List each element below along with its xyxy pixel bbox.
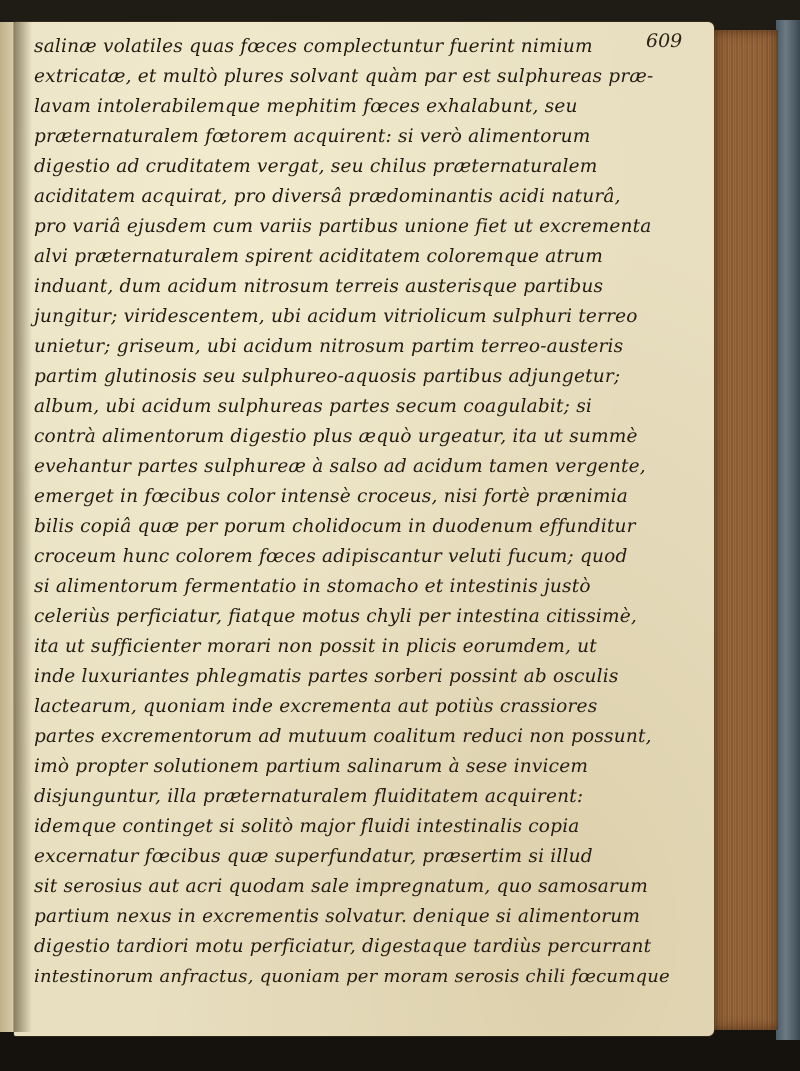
text-line: partium nexus in excrementis solvatur. denique si alimentorum [34, 906, 641, 927]
text-line: evehantur partes sulphureæ à salso ad acidum tamen vergente, [34, 456, 646, 477]
text-line: jungitur; viridescentem, ubi acidum vitriolicum sulphuri terreo [34, 306, 638, 327]
page-stack-fore-edge [714, 30, 778, 1030]
text-line: idemque continget si solitò major fluidi intestinalis copia [34, 816, 580, 837]
text-line: disjunguntur, illa præternaturalem fluiditatem acquirent: [34, 786, 584, 807]
text-line: contrà alimentorum digestio plus æquò urgeatur, ita ut summè [34, 426, 638, 447]
page-number: 609 [646, 30, 683, 52]
text-line: si alimentorum fermentatio in stomacho et intestinis justò [34, 576, 591, 597]
text-line: præternaturalem fœtorem acquirent: si verò alimentorum [34, 126, 591, 147]
text-line: album, ubi acidum sulphureas partes secum coagulabit; si [34, 396, 593, 417]
text-line: partim glutinosis seu sulphureo-aquosis partibus adjungetur; [34, 366, 621, 387]
text-line: unietur; griseum, ubi acidum nitrosum partim terreo-austeris [34, 336, 624, 357]
text-line: inde luxuriantes phlegmatis partes sorberi possint ab osculis [34, 666, 619, 687]
text-line: croceum hunc colorem fœces adipiscantur veluti fucum; quod [34, 546, 628, 567]
text-line: extricatæ, et multò plures solvant quàm par est sulphureas præ- [34, 66, 654, 87]
text-line: ita ut sufficienter morari non possit in plicis eorumdem, ut [34, 636, 597, 657]
text-line: digestio ad cruditatem vergat, seu chilus præternaturalem [34, 156, 598, 177]
text-line: induant, dum acidum nitrosum terreis austerisque partibus [34, 276, 604, 297]
text-line: excernatur fœcibus quæ superfundatur, præsertim si illud [34, 846, 593, 867]
text-line: aciditatem acquirat, pro diversâ prædominantis acidi naturâ, [34, 186, 621, 207]
facing-page-edge [0, 22, 15, 1032]
text-line: imò propter solutionem partium salinarum à sese invicem [34, 756, 589, 777]
text-line: lavam intolerabilemque mephitim fœces exhalabunt, seu [34, 96, 578, 117]
text-line: pro variâ ejusdem cum variis partibus unione fiet ut excrementa [34, 216, 652, 237]
text-line: lactearum, quoniam inde excrementa aut potiùs crassiores [34, 696, 598, 717]
text-line: bilis copiâ quæ per porum cholidocum in duodenum effunditur [34, 516, 636, 537]
manuscript-text [14, 22, 714, 1036]
text-line: digestio tardiori motu perficiatur, digestaque tardiùs percurrant [34, 936, 652, 957]
text-line: alvi præternaturalem spirent aciditatem coloremque atrum [34, 246, 604, 267]
text-line: emerget in fœcibus color intensè croceus, nisi fortè prænimia [34, 486, 629, 507]
text-line: salinæ volatiles quas fœces complectuntur fuerint nimium [34, 36, 593, 57]
text-line: intestinorum anfractus, quoniam per moram serosis chili fœcumque [34, 966, 670, 987]
text-line: celeriùs perficiatur, fiatque motus chyli per intestina citissimè, [34, 606, 638, 627]
text-line: sit serosius aut acri quodam sale impregnatum, quo samosarum [34, 876, 648, 897]
text-line: partes excrementorum ad mutuum coalitum reduci non possunt, [34, 726, 652, 747]
book-cover-edge [776, 20, 800, 1040]
